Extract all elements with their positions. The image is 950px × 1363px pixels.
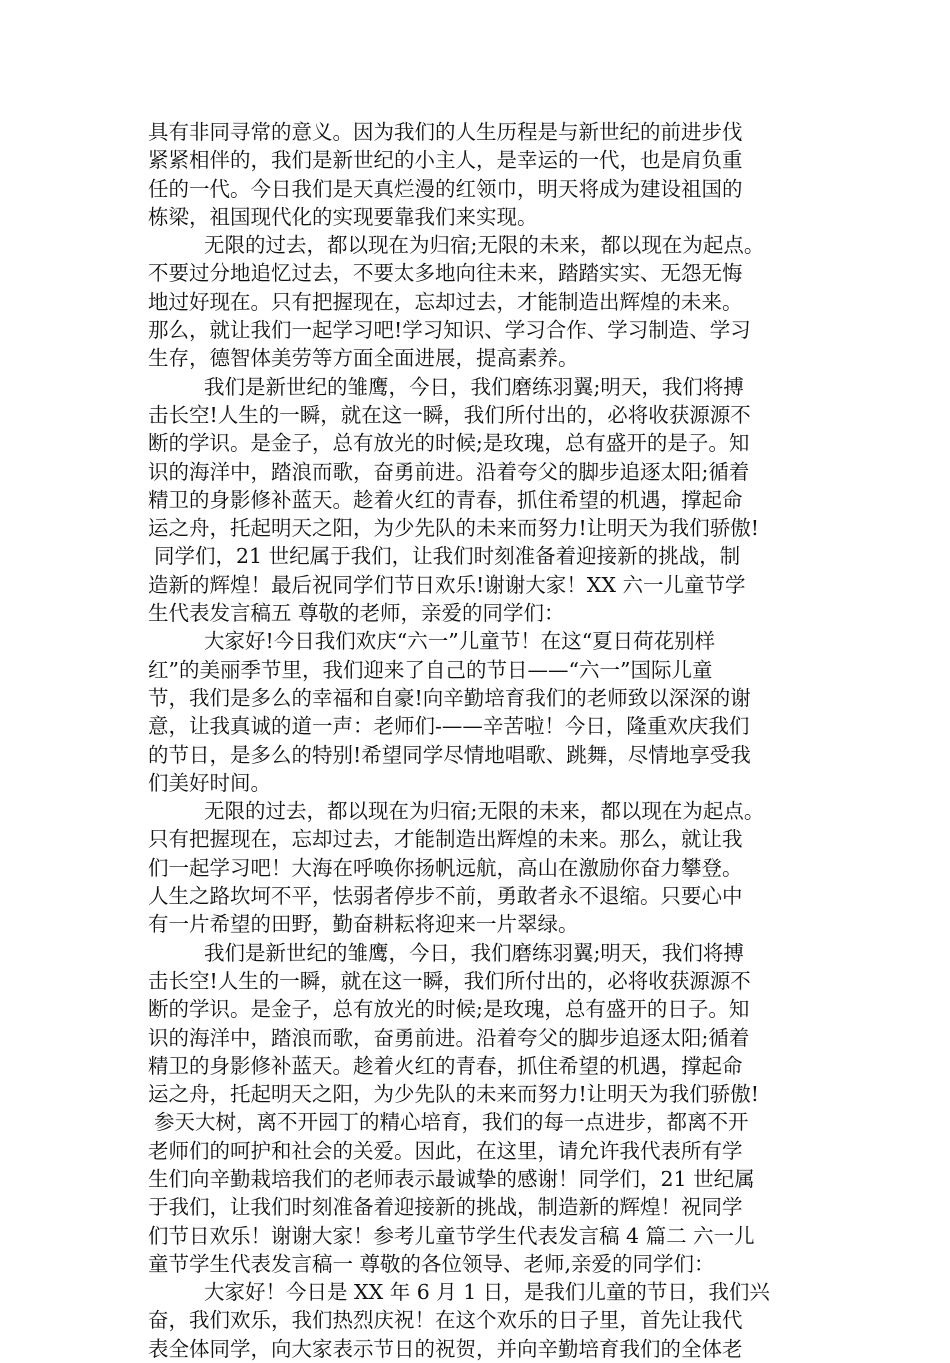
paragraph-first-line: 大家好!今日我们欢庆“六一”儿童节！在这“夏日荷花别样 bbox=[204, 629, 716, 654]
text-line: 具有非同寻常的意义。因为我们的人生历程是与新世纪的前进步伐 bbox=[148, 120, 743, 144]
text-line: 参天大树，离不开园丁的精心培育，我们的每一点进步，都离不开 bbox=[154, 1110, 749, 1135]
text-line: 表全体同学，向大家表示节日的祝贺，并向辛勤培育我们的全体老 bbox=[148, 1336, 743, 1361]
text-line: 奋，我们欢乐，我们热烈庆祝！在这个欢乐的日子里，首先让我代 bbox=[148, 1308, 743, 1333]
text-line: 精卫的身影修补蓝天。趁着火红的青春，抓住希望的机遇，撑起命 bbox=[148, 487, 743, 512]
text-line: 不要过分地追忆过去，不要太多地向往未来，踏踏实实、无怨无悔 bbox=[148, 261, 743, 286]
text-line: 那么，就让我们一起学习吧!学习知识、学习合作、学习制造、学习 bbox=[148, 318, 751, 343]
text-line: 生存，德智体美劳等方面全面进展，提高素养。 bbox=[148, 346, 579, 371]
text-line: 们美好时间。 bbox=[148, 770, 271, 795]
text-line: 运之舟，托起明天之阳，为少先队的未来而努力!让明天为我们骄傲! bbox=[148, 516, 759, 541]
paragraph-first-line: 无限的过去，都以现在为归宿;无限的未来，都以现在为起点。 bbox=[204, 799, 765, 824]
text-line: 童节学生代表发言稿一 尊敬的各位领导、老师,亲爱的同学们： bbox=[148, 1251, 715, 1276]
text-line: 们节日欢乐！谢谢大家！参考儿童节学生代表发言稿 4 篇二 六一儿 bbox=[148, 1223, 755, 1248]
text-line: 断的学识。是金子，总有放光的时候;是玫瑰，总有盛开的是子。知 bbox=[148, 431, 750, 456]
text-line: 击长空!人生的一瞬，就在这一瞬，我们所付出的，必将收获源源不 bbox=[148, 402, 751, 427]
paragraph-first-line: 我们是新世纪的雏鹰，今日，我们磨练羽翼;明天，我们将搏 bbox=[204, 374, 744, 399]
text-line: 只有把握现在，忘却过去，才能制造出辉煌的未来。那么，就让我 bbox=[148, 827, 743, 852]
text-line: 识的海洋中，踏浪而歌，奋勇前进。沿着夸父的脚步追逐太阳;循着 bbox=[148, 459, 750, 484]
text-line: 精卫的身影修补蓝天。趁着火红的青春，抓住希望的机遇，撑起命 bbox=[148, 1053, 743, 1078]
text-line: 们一起学习吧！大海在呼唤你扬帆远航，高山在激励你奋力攀登。 bbox=[148, 855, 743, 880]
paragraph-first-line: 我们是新世纪的雏鹰，今日，我们磨练羽翼;明天，我们将搏 bbox=[204, 940, 744, 965]
paragraph-first-line: 大家好！今日是 XX 年 6 月 1 日，是我们儿童的节日，我们兴 bbox=[204, 1280, 770, 1305]
text-line: 人生之路坎坷不平，怯弱者停步不前，勇敢者永不退缩。只要心中 bbox=[148, 884, 743, 909]
text-line: 击长空!人生的一瞬，就在这一瞬，我们所付出的，必将收获源源不 bbox=[148, 968, 751, 993]
text-line: 意，让我真诚的道一声：老师们-——辛苦啦！今日，隆重欢庆我们 bbox=[148, 714, 750, 739]
text-line: 运之舟，托起明天之阳，为少先队的未来而努力!让明天为我们骄傲! bbox=[148, 1082, 759, 1107]
text-line: 任的一代。今日我们是天真烂漫的红领巾，明天将成为建设祖国的 bbox=[148, 176, 743, 201]
text-line: 有一片希望的田野，勤奋耕耘将迎来一片翠绿。 bbox=[148, 912, 579, 937]
text-line: 老师们的呵护和社会的关爱。因此，在这里，请允许我代表所有学 bbox=[148, 1138, 743, 1163]
text-line: 识的海洋中，踏浪而歌，奋勇前进。沿着夸父的脚步追逐太阳;循着 bbox=[148, 1025, 750, 1050]
text-line: 生代表发言稿五 尊敬的老师，亲爱的同学们： bbox=[148, 601, 565, 626]
paragraph-first-line: 无限的过去，都以现在为归宿;无限的未来，都以现在为起点。 bbox=[204, 233, 765, 258]
text-line: 栋梁，祖国现代化的实现要靠我们来实现。 bbox=[148, 204, 538, 229]
text-line: 的节日，是多么的特别!希望同学尽情地唱歌、跳舞，尽情地享受我 bbox=[148, 742, 751, 767]
text-line: 地过好现在。只有把握现在，忘却过去，才能制造出辉煌的未来。 bbox=[148, 289, 743, 314]
text-line: 紧紧相伴的，我们是新世纪的小主人，是幸运的一代，也是肩负重 bbox=[148, 148, 743, 173]
text-line: 生们向辛勤栽培我们的老师表示最诚挚的感谢！同学们，21 世纪属 bbox=[148, 1166, 755, 1191]
text-line: 造新的辉煌！最后祝同学们节日欢乐!谢谢大家！XX 六一儿童节学 bbox=[148, 572, 746, 597]
text-line: 同学们，21 世纪属于我们，让我们时刻准备着迎接新的挑战，制 bbox=[154, 544, 741, 569]
text-line: 节，我们是多么的幸福和自豪!向辛勤培育我们的老师致以深深的谢 bbox=[148, 685, 751, 710]
text-line: 于我们，让我们时刻准备着迎接新的挑战，制造新的辉煌！祝同学 bbox=[148, 1195, 743, 1220]
text-line: 断的学识。是金子，总有放光的时候;是玫瑰，总有盛开的日子。知 bbox=[148, 997, 750, 1022]
document-page bbox=[148, 118, 808, 1363]
text-line: 红”的美丽季节里，我们迎来了自己的节日——“六一”国际儿童 bbox=[148, 657, 713, 682]
